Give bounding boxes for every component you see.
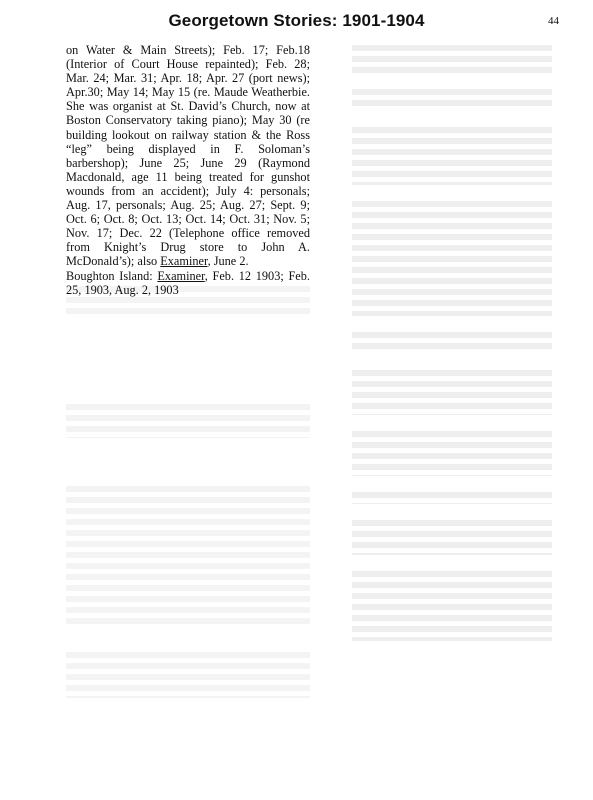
text-segment: Boughton Island: xyxy=(66,268,158,283)
body-column xyxy=(66,43,310,297)
text-segment: on Water & Main Streets); Feb. 17; Feb.18 (Interior of Court House repainted); Feb. 28; Mar. 24; Mar. 31; Apr. 18; Apr. 27 (port news); Apr.30; May 14; May 15 (re. Maude Weatherbie. She was organist at St. David’s Church, now at Boston Conservatory taking piano); May 30 (re building lookout on railway station & the Ross “leg” being displayed in F. Soloman’s barbershop); June 25; June 29 (Raymond Macdonald, age 11 being treated for gunshot wounds from an accident); July 4: personals; Aug. 17, personals; Aug. 25; Aug. 27; Sept. 9; Oct. 6; Oct. 8; Oct. 13; Oct. 14; Oct. 31; Nov. 5; Nov. 17; Dec. 22 (Telephone office removed from Knight’s Drug store to John A. McDonald’s); also xyxy=(66,43,310,269)
examiner-title: Examiner xyxy=(160,254,208,269)
page-number: 44 xyxy=(548,15,559,27)
page-title: Georgetown Stories: 1901-1904 xyxy=(168,11,425,30)
paragraph-boughton-island xyxy=(66,269,310,297)
text-segment: , June 2. xyxy=(207,254,249,269)
examiner-title: Examiner xyxy=(157,268,205,283)
text-segment: , Feb. 12 1903; Feb. 25, 1903, Aug. 2, 1903 xyxy=(66,268,310,297)
reverse-side-show-through-left xyxy=(66,286,310,714)
paragraph-listing-dates xyxy=(66,43,310,269)
reverse-side-show-through xyxy=(352,45,552,657)
